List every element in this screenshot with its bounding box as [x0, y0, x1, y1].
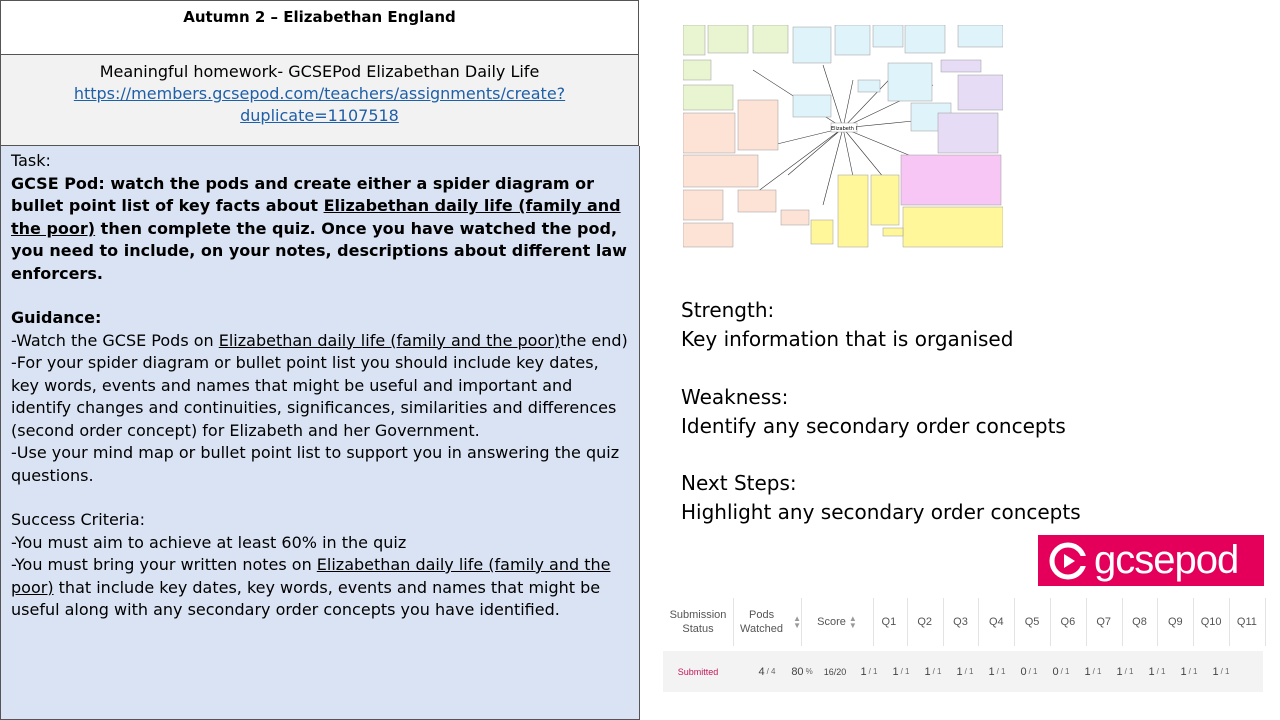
weakness-section — [681, 383, 1241, 441]
gcsepod-logo-text: gcsepod — [1094, 538, 1239, 582]
table-header — [663, 594, 1263, 650]
header-pods-label: Pods Watched — [740, 609, 784, 635]
answer-cell — [1205, 651, 1237, 692]
answer-total: / 1 — [1028, 667, 1038, 676]
answer-value: 1 — [924, 665, 931, 678]
answer-total: / 1 — [900, 667, 910, 676]
guidance-1-text: -Watch the GCSE Pods on — [11, 330, 219, 350]
answer-value: 0 — [1052, 665, 1059, 678]
task-topic: Elizabethan daily life (family and the poor) — [11, 196, 621, 238]
sort-icon: ▲ ▼ — [793, 614, 801, 630]
guidance-1-topic: Elizabethan daily life (family and the poor) — [218, 330, 561, 350]
answer-total: / 1 — [868, 667, 878, 676]
answer-total: / 1 — [1156, 667, 1166, 676]
answer-total: / 1 — [932, 667, 942, 676]
header-submission-status[interactable] — [663, 594, 733, 650]
answer-cell — [1045, 651, 1077, 692]
table-row — [663, 651, 1263, 692]
pods-value: 4 — [758, 665, 765, 678]
next-steps-section — [681, 469, 1241, 527]
success-2-topic: Elizabethan daily life (family and the poor) — [11, 555, 611, 597]
weakness-label: Weakness: — [681, 385, 789, 409]
strength-text: Key information that is organised — [681, 327, 1014, 351]
success-label: Success Criteria: — [11, 510, 146, 529]
answer-total: / 1 — [1220, 667, 1230, 676]
answer-value: 1 — [1148, 665, 1155, 678]
answer-value: 1 — [988, 665, 995, 678]
guidance-2: -For your spider diagram or bullet point list you should include key dates, key words, events and names that might be useful and important and identify changes and continuities, significances, similarities and differences (second order concept) for Elizabeth and her Government. — [11, 353, 617, 440]
answer-total: / 1 — [1124, 667, 1134, 676]
next-steps-label: Next Steps: — [681, 471, 797, 495]
answer-value: 1 — [1212, 665, 1219, 678]
answer-cell — [1013, 651, 1045, 692]
mind-map-image — [683, 25, 1003, 249]
answer-total: / 1 — [1188, 667, 1198, 676]
strength-label: Strength: — [681, 298, 775, 322]
answer-cell — [885, 651, 917, 692]
guidance-1-end: the end) — [560, 330, 628, 350]
header-q10[interactable]: Q10 — [1200, 616, 1222, 628]
task-label: Task: — [11, 151, 51, 170]
mind-map-center: Elizabeth I — [830, 126, 858, 132]
score-value: 16/20 — [823, 666, 847, 677]
column-divider — [1265, 598, 1266, 646]
header-score-label: Score — [817, 616, 846, 628]
task-instructions — [11, 173, 631, 286]
header-score[interactable] — [801, 594, 873, 650]
success-1: -You must aim to achieve at least 60% in the quiz — [11, 532, 407, 552]
header-q7[interactable]: Q7 — [1096, 616, 1112, 628]
task-text-2: then complete the quiz. Once you have watched the pod, you need to include, on your notes, descriptions about different law enforcers. — [11, 218, 627, 283]
answer-value: 1 — [1084, 665, 1091, 678]
strength-section — [681, 296, 1241, 354]
answer-cell — [949, 651, 981, 692]
header-q3[interactable]: Q3 — [953, 616, 968, 628]
success-2-text: -You must bring your written notes on — [11, 555, 317, 574]
homework-box — [0, 54, 639, 146]
answer-value: 1 — [892, 665, 899, 678]
answer-value: 0 — [1020, 665, 1027, 678]
answer-cell — [1109, 651, 1141, 692]
header-q5[interactable]: Q5 — [1024, 616, 1040, 628]
row-percent — [787, 651, 817, 692]
answer-total: / 1 — [1060, 667, 1070, 676]
guidance-1 — [11, 330, 631, 353]
row-status — [663, 651, 733, 692]
mind-map-svg — [683, 25, 1003, 249]
task-text-1: GCSE Pod: watch the pods and create either a spider diagram or bullet point list of key facts about — [11, 173, 595, 215]
answer-total: / 1 — [1092, 667, 1102, 676]
answer-cell — [1173, 651, 1205, 692]
header-q4[interactable]: Q4 — [988, 616, 1004, 628]
success-2-end: that include key dates, key words, events and names that might be useful along with any secondary order concepts you have identified. — [11, 577, 601, 619]
answer-cell — [1141, 651, 1173, 692]
gcsepod-logo-icon — [1048, 541, 1088, 581]
row-score — [817, 651, 853, 692]
guidance-3: -Use your mind map or bullet point list to support you in answering the quiz questions. — [11, 443, 620, 485]
percent-value: 80 — [791, 665, 804, 678]
success-2 — [11, 554, 631, 622]
percent-sign: % — [805, 667, 813, 676]
pods-total: / 4 — [766, 667, 776, 676]
header-q8[interactable]: Q8 — [1132, 616, 1147, 628]
sort-icon: ▲ ▼ — [848, 614, 857, 630]
row-pods-watched — [747, 651, 787, 692]
task-box — [0, 146, 640, 720]
next-steps-text: Highlight any secondary order concepts — [681, 500, 1081, 524]
header-q1[interactable]: Q1 — [881, 616, 897, 628]
page-title-text: Autumn 2 – Elizabethan England — [183, 8, 456, 26]
answer-cell — [917, 651, 949, 692]
answer-cell — [981, 651, 1013, 692]
answer-value: 1 — [1116, 665, 1123, 678]
answer-value: 1 — [1180, 665, 1187, 678]
answer-value: 1 — [956, 665, 963, 678]
homework-link[interactable]: https://members.gcsepod.com/teachers/assignments/create?duplicate=1107518 — [73, 84, 566, 125]
answer-total: / 1 — [964, 667, 974, 676]
header-status-label: Submission Status — [669, 609, 727, 635]
header-pods-watched[interactable] — [733, 594, 801, 650]
header-q11[interactable]: Q11 — [1236, 616, 1257, 628]
answer-total: / 1 — [996, 667, 1006, 676]
answer-cell — [1077, 651, 1109, 692]
submission-table — [663, 594, 1263, 704]
answer-cell — [853, 651, 885, 692]
answer-value: 1 — [860, 665, 867, 678]
status-submitted: Submitted — [677, 666, 719, 677]
guidance-label: Guidance: — [11, 308, 102, 327]
weakness-text: Identify any secondary order concepts — [681, 414, 1066, 438]
gcsepod-logo — [1038, 535, 1264, 586]
header-q9[interactable]: Q9 — [1167, 616, 1183, 628]
homework-heading: Meaningful homework- GCSEPod Elizabethan Daily Life — [99, 62, 540, 81]
page-title — [0, 0, 639, 54]
header-q2[interactable]: Q2 — [917, 616, 933, 628]
header-q6[interactable]: Q6 — [1060, 616, 1076, 628]
